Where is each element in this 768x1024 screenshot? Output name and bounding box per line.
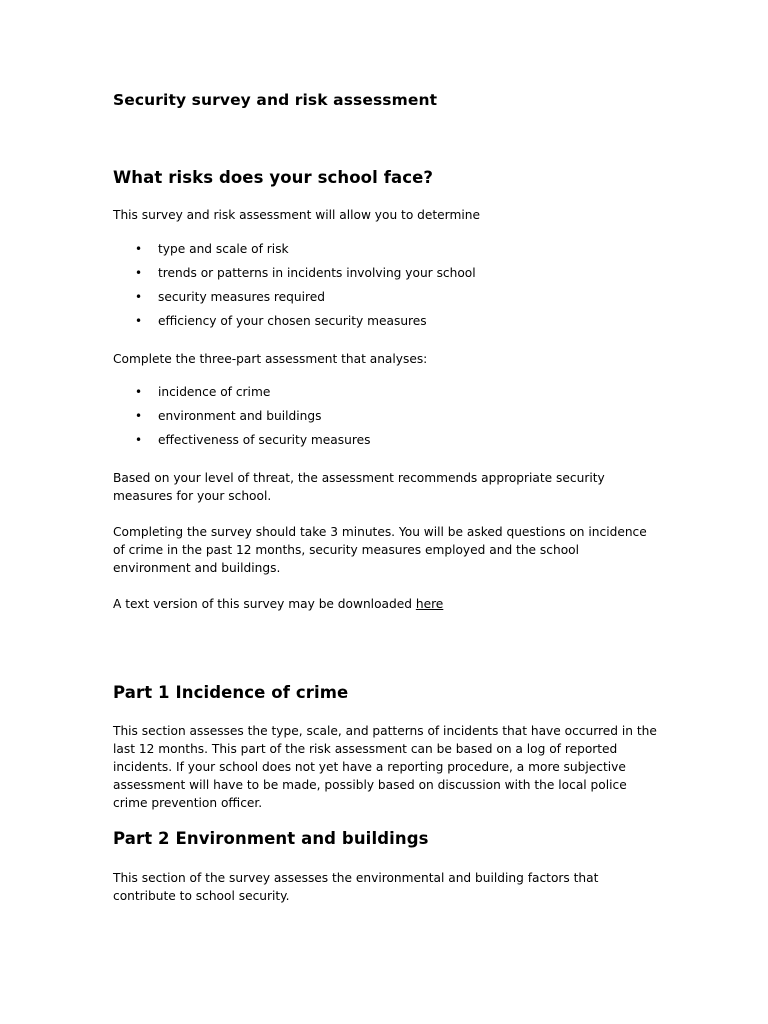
list-item: • efficiency of your chosen security measures: [113, 309, 476, 333]
bullet-icon: •: [135, 314, 143, 328]
section-heading: What risks does your school face?: [113, 168, 434, 187]
bullet-icon: •: [135, 290, 143, 304]
threat-paragraph: Based on your level of threat, the assessment recommends appropriate security measures for your school.: [113, 471, 605, 503]
bullet-icon: •: [135, 409, 143, 423]
download-paragraph: [113, 595, 658, 613]
list-item: • effectiveness of security measures: [113, 428, 370, 452]
complete-intro-text: Complete the three-part assessment that analyses:: [113, 352, 428, 366]
part1-text: This section assesses the type, scale, and patterns of incidents that have occurred in the last 12 months. This part of the risk assessment can be based on a log of reported incidents. If your school does not yet have a reporting procedure, a more subjective assessment will have to be made, possibly based on discussion with the local police crime prevention officer.: [113, 724, 657, 810]
analyses-list: [113, 380, 370, 452]
list-item: • type and scale of risk: [113, 237, 476, 261]
determine-list: [113, 237, 476, 333]
bullet-icon: •: [135, 433, 143, 447]
list-item: • security measures required: [113, 285, 476, 309]
part1-heading: Part 1 Incidence of crime: [113, 683, 349, 702]
list-item: • environment and buildings: [113, 404, 370, 428]
bullet-icon: •: [135, 242, 143, 256]
intro-text: This survey and risk assessment will allow you to determine: [113, 208, 480, 222]
part2-text: This section of the survey assesses the environmental and building factors that contribute to school security.: [113, 871, 599, 903]
download-text: A text version of this survey may be downloaded: [113, 597, 416, 611]
duration-paragraph: Completing the survey should take 3 minutes. You will be asked questions on incidence of crime in the past 12 months, security measures employed and the school environment and buildings.: [113, 525, 647, 575]
download-link[interactable]: here: [415, 597, 444, 611]
bullet-icon: •: [135, 266, 143, 280]
list-item: • incidence of crime: [113, 380, 370, 404]
document-title: Security survey and risk assessment: [113, 91, 438, 109]
bullet-icon: •: [135, 385, 143, 399]
list-item: • trends or patterns in incidents involving your school: [113, 261, 476, 285]
part2-heading: Part 2 Environment and buildings: [113, 829, 429, 848]
